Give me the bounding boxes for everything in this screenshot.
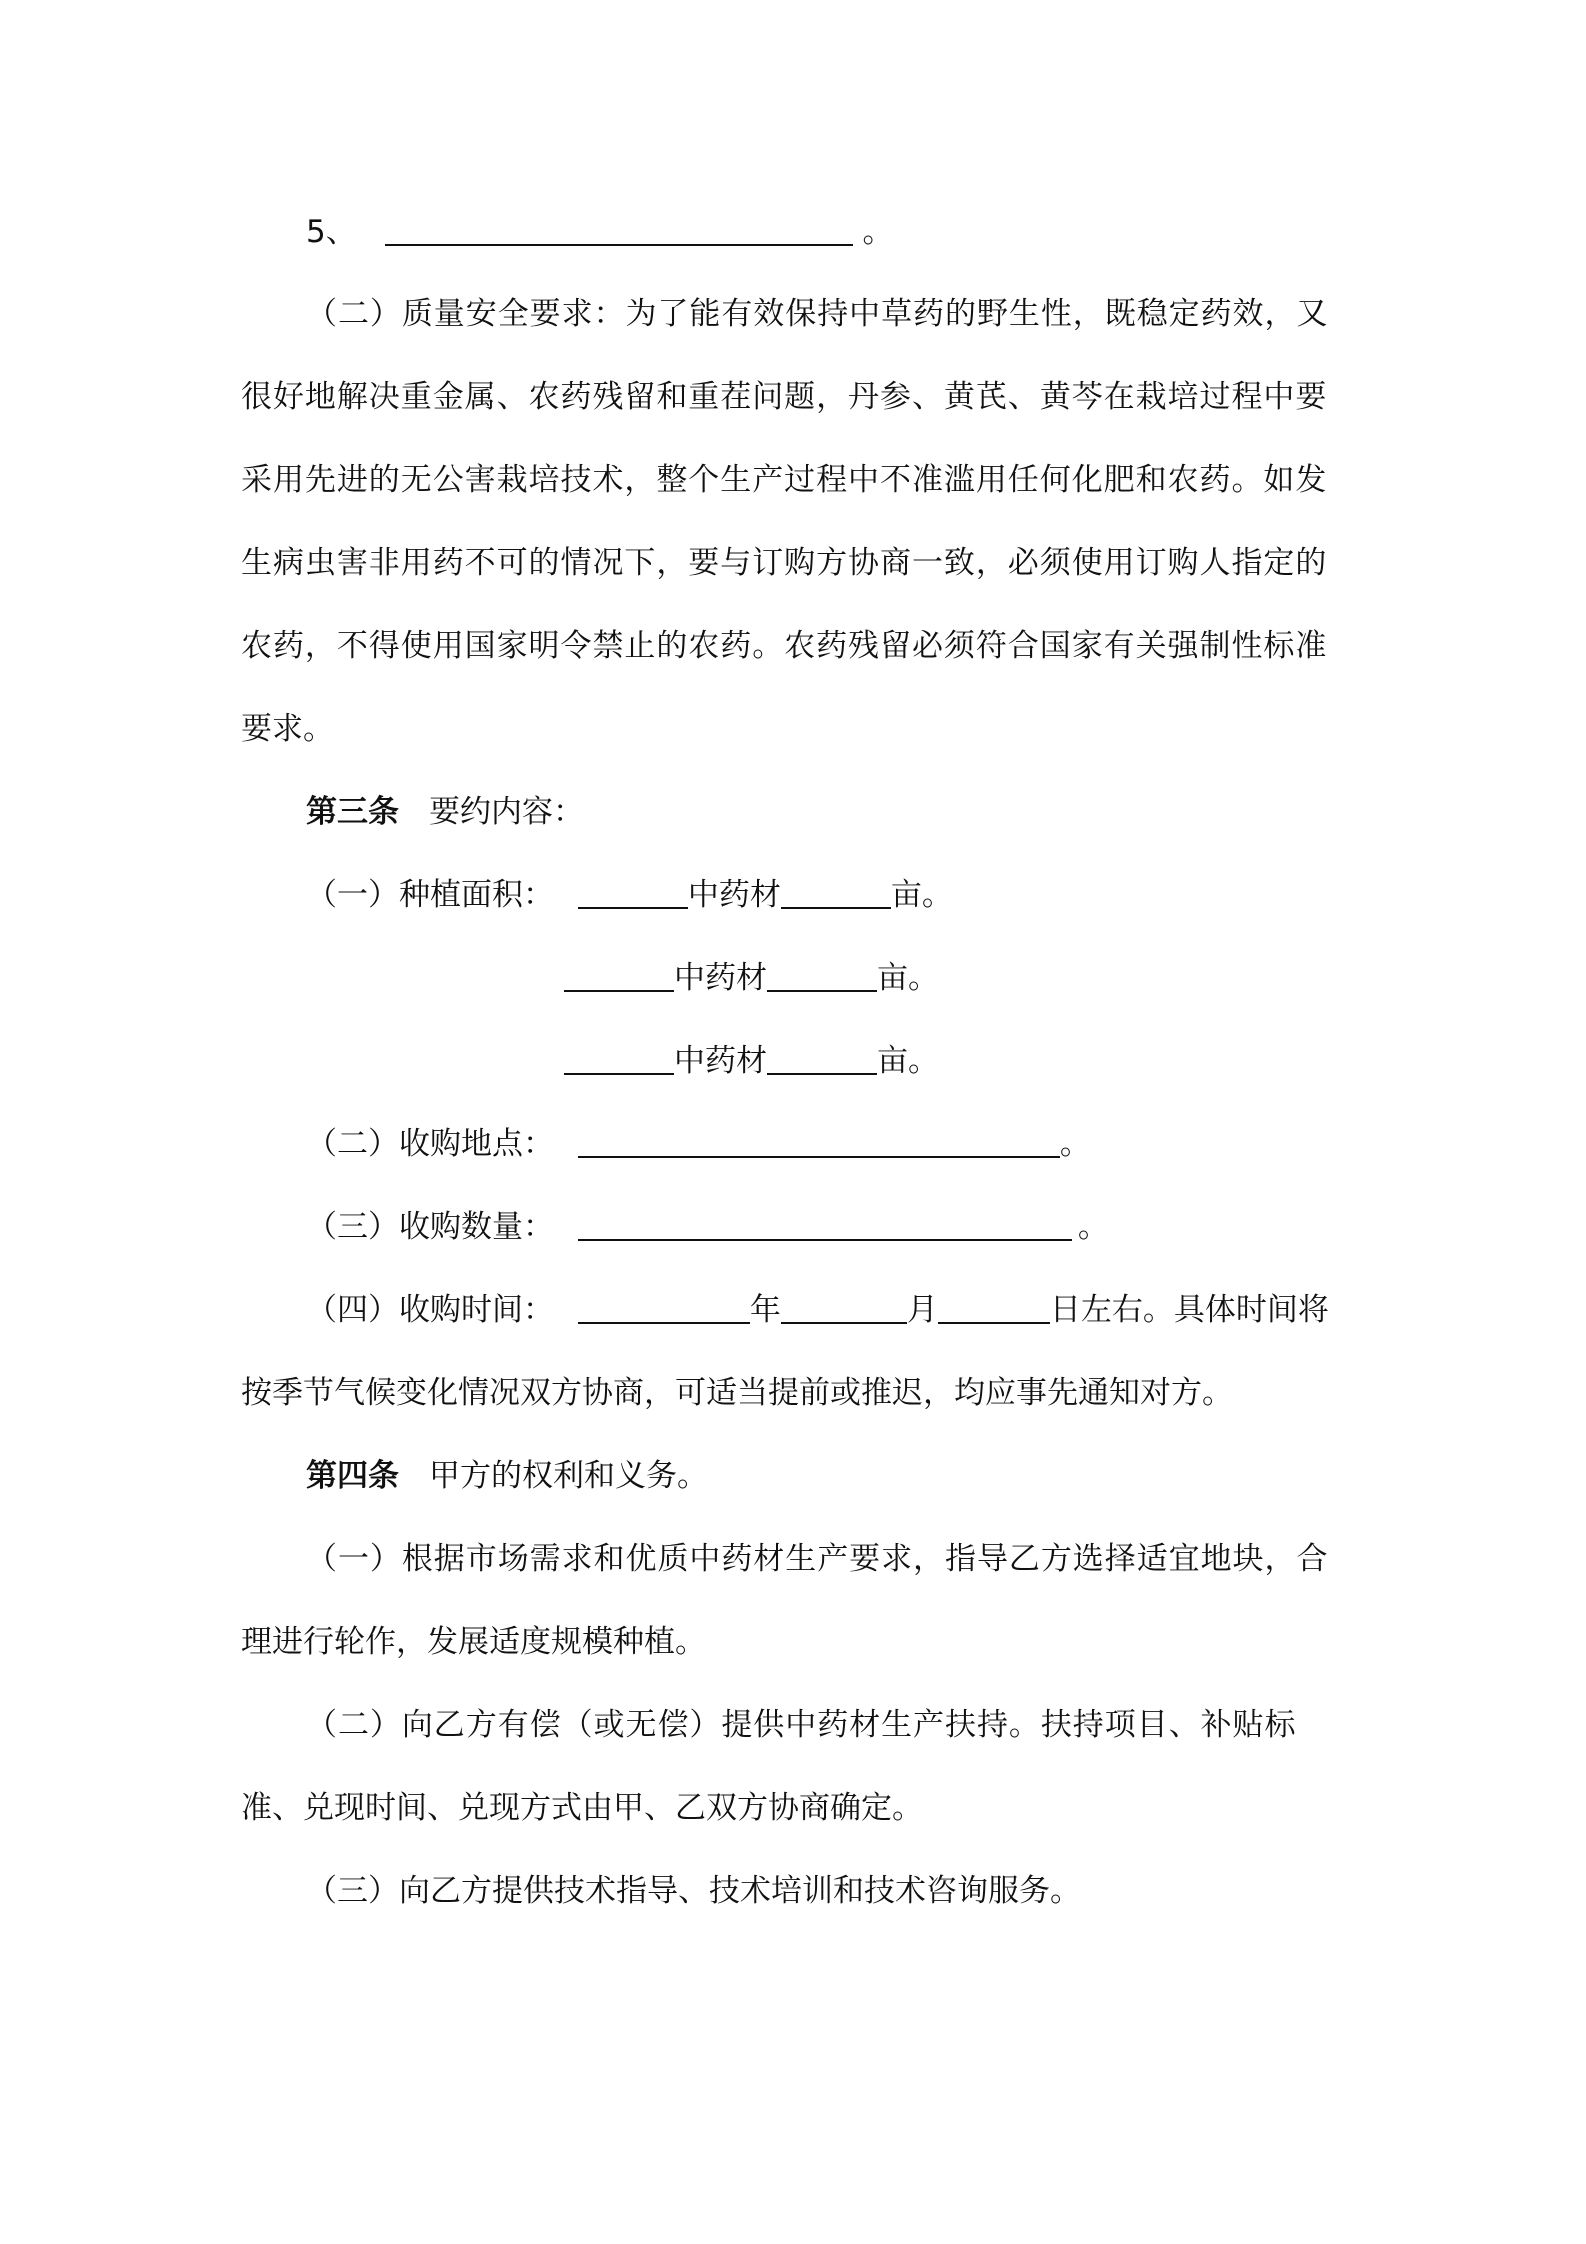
day-text: 日左右。具体时间将 <box>1049 1292 1329 1328</box>
article-4-title: 第四条 <box>306 1458 399 1494</box>
day-blank[interactable] <box>938 1292 1050 1324</box>
area-row-1 <box>306 875 953 915</box>
place-blank[interactable] <box>578 1126 1060 1158</box>
area-label: （一）种植面积： <box>306 877 554 913</box>
article-4-subtitle: 甲方的权利和义务。 <box>429 1458 708 1494</box>
unit-mu-2: 亩。 <box>877 960 939 996</box>
item-5-prefix: 5、 <box>306 214 357 250</box>
quantity-row <box>306 1207 1109 1247</box>
quality-line-3: 采用先进的无公害栽培技术，整个生产过程中不准滥用任何化肥和农药。如发 <box>241 462 1328 498</box>
place-end: 。 <box>1059 1126 1091 1162</box>
time-row <box>306 1290 1329 1330</box>
area-herb-blank-2[interactable] <box>564 960 674 992</box>
quality-line-2: 很好地解决重金属、农药残留和重茬问题，丹参、黄芪、黄芩在栽培过程中要 <box>241 379 1328 415</box>
article-3-title: 第三条 <box>306 794 399 830</box>
month-label: 月 <box>906 1292 938 1328</box>
article-3-subtitle: 要约内容： <box>429 794 584 830</box>
place-label: （二）收购地点： <box>306 1126 554 1162</box>
item-5-end: 。 <box>862 214 894 250</box>
article-4-p2-line-2: 准、兑现时间、兑现方式由甲、乙双方协商确定。 <box>241 1790 923 1826</box>
unit-mu-3: 亩。 <box>877 1043 939 1079</box>
time-label: （四）收购时间： <box>306 1292 554 1328</box>
area-mu-blank-3[interactable] <box>767 1043 877 1075</box>
time-line-2: 按季节气候变化情况双方协商，可适当提前或推迟，均应事先通知对方。 <box>241 1375 1233 1411</box>
area-row-3 <box>564 1041 939 1081</box>
area-mu-blank-1[interactable] <box>781 877 891 909</box>
herb-label-2: 中药材 <box>674 960 767 996</box>
item-5-line <box>306 212 893 252</box>
quality-line-6: 要求。 <box>241 711 334 747</box>
quality-line-1: （二）质量安全要求：为了能有效保持中草药的野生性，既稳定药效，又 <box>306 296 1329 332</box>
article-4-p2-line-1: （二）向乙方有偿（或无偿）提供中药材生产扶持。扶持项目、补贴标 <box>306 1707 1297 1743</box>
article-4-p1-line-1: （一）根据市场需求和优质中药材生产要求，指导乙方选择适宜地块，合 <box>306 1541 1329 1577</box>
article-4-p1-line-2: 理进行轮作，发展适度规模种植。 <box>241 1624 706 1660</box>
place-row <box>306 1124 1091 1164</box>
quality-line-4: 生病虫害非用药不可的情况下，要与订购方协商一致，必须使用订购人指定的 <box>241 545 1328 581</box>
quantity-label: （三）收购数量： <box>306 1209 554 1245</box>
area-herb-blank-1[interactable] <box>578 877 688 909</box>
area-row-2 <box>564 958 939 998</box>
article-4-heading <box>306 1456 708 1496</box>
year-blank[interactable] <box>578 1292 750 1324</box>
year-label: 年 <box>749 1292 781 1328</box>
month-blank[interactable] <box>781 1292 907 1324</box>
item-5-blank[interactable] <box>385 214 853 246</box>
unit-mu-1: 亩。 <box>890 877 953 913</box>
quality-line-5: 农药，不得使用国家明令禁止的农药。农药残留必须符合国家有关强制性标准 <box>241 628 1328 664</box>
quantity-end: 。 <box>1077 1209 1109 1245</box>
quantity-blank[interactable] <box>578 1209 1072 1241</box>
herb-label-1: 中药材 <box>687 877 781 913</box>
article-4-p3-line-1: （三）向乙方提供技术指导、技术培训和技术咨询服务。 <box>306 1873 1081 1909</box>
article-3-heading <box>306 792 584 832</box>
area-herb-blank-3[interactable] <box>564 1043 674 1075</box>
area-mu-blank-2[interactable] <box>767 960 877 992</box>
herb-label-3: 中药材 <box>674 1043 767 1079</box>
